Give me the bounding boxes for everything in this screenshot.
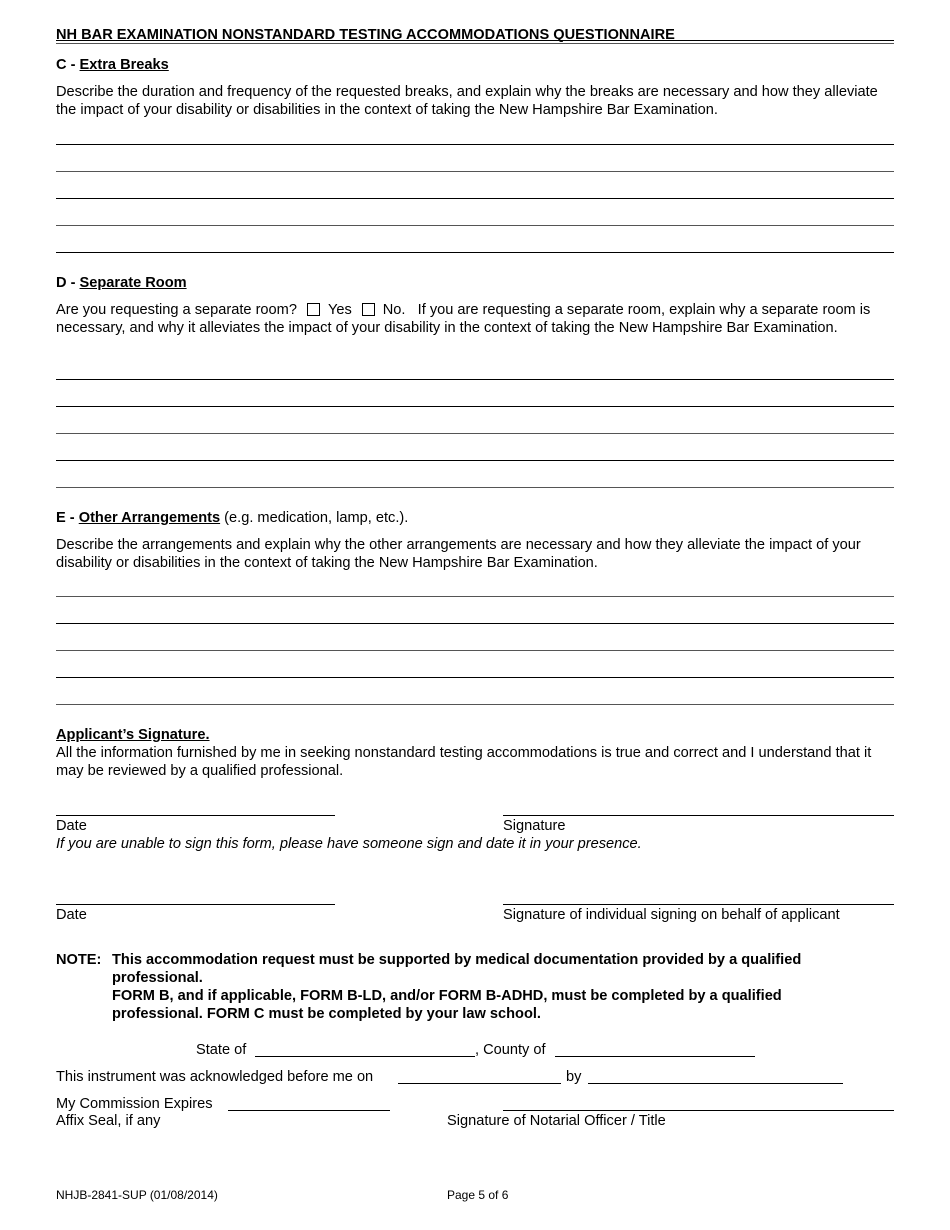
section-d-prefix: D -	[56, 275, 76, 291]
section-c-prefix: C -	[56, 57, 76, 73]
section-c-heading	[56, 56, 169, 74]
state-label: State of	[196, 1042, 247, 1058]
section-c-title: Extra Breaks	[79, 57, 169, 73]
section-d-title: Separate Room	[79, 275, 187, 291]
section-d-answer-line-5[interactable]	[56, 487, 894, 488]
behalf-signature-label: Signature of individual signing on behalf of applicant	[503, 907, 840, 923]
section-d-answer-line-4[interactable]	[56, 460, 894, 461]
separate-room-question: Are you requesting a separate room?	[56, 302, 297, 318]
unable-to-sign-note: If you are unable to sign this form, please have someone sign and date it in your presence.	[56, 836, 642, 852]
section-e-heading	[56, 509, 408, 527]
notary-signature-line[interactable]	[503, 1110, 894, 1111]
section-c-answer-line-5[interactable]	[56, 252, 894, 253]
no-label: No.	[382, 302, 406, 318]
section-e-answer-line-5[interactable]	[56, 704, 894, 705]
section-c-answer-line-3[interactable]	[56, 198, 894, 199]
acknowledged-date-field[interactable]	[398, 1083, 561, 1084]
note-line-2: FORM B, and if applicable, FORM B-LD, and/or FORM B-ADHD, must be completed by a qualified professional. FORM C must be completed by your law school.	[112, 988, 782, 1022]
section-c-answer-line-1[interactable]	[56, 144, 894, 145]
section-e-title: Other Arrangements	[78, 510, 221, 526]
yes-label: Yes	[327, 302, 352, 318]
note-line-1: This accommodation request must be supported by medical documentation provided by a qualified professional.	[112, 952, 802, 986]
page-title: NH BAR EXAMINATION NONSTANDARD TESTING ACCOMMODATIONS QUESTIONNAIRE	[56, 27, 675, 43]
section-e-instructions: Describe the arrangements and explain why the other arrangements are necessary and how they alleviate the impact of your disability or disabilities in the context of taking the New Hampshire Bar Examination.	[56, 537, 861, 571]
section-e-answer-line-2[interactable]	[56, 623, 894, 624]
commission-label: My Commission Expires	[56, 1096, 213, 1112]
title-rule-double	[56, 43, 894, 44]
section-c-instructions: Describe the duration and frequency of the requested breaks, and explain why the breaks are necessary and how they alleviate the impact of your disability or disabilities in the context of taking the New Hampshire Bar Examination.	[56, 84, 878, 118]
seal-label: Affix Seal, if any	[56, 1113, 161, 1129]
section-e-answer-line-1[interactable]	[56, 596, 894, 597]
note-label: NOTE:	[56, 952, 102, 968]
no-checkbox[interactable]	[362, 303, 375, 316]
section-e-answer-line-3[interactable]	[56, 650, 894, 651]
section-e-answer-line-4[interactable]	[56, 677, 894, 678]
signature-line[interactable]	[503, 815, 894, 816]
behalf-signature-line[interactable]	[503, 904, 894, 905]
signature-heading: Applicant’s Signature.	[56, 727, 210, 743]
yes-checkbox[interactable]	[307, 303, 320, 316]
notary-signature-label: Signature of Notarial Officer / Title	[447, 1113, 666, 1129]
date-line-2[interactable]	[56, 904, 335, 905]
section-e-prefix: E -	[56, 510, 75, 526]
title-rule	[56, 40, 894, 41]
form-id: NHJB-2841-SUP (01/08/2014)	[56, 1188, 218, 1202]
state-field[interactable]	[255, 1056, 475, 1057]
county-field[interactable]	[555, 1056, 755, 1057]
signature-statement: All the information furnished by me in seeking nonstandard testing accommodations is true and correct and I understand that it may be reviewed by a qualified professional.	[56, 745, 872, 779]
signature-label: Signature	[503, 818, 566, 834]
acknowledged-by-field[interactable]	[588, 1083, 843, 1084]
section-d-heading	[56, 274, 187, 292]
section-d-answer-line-2[interactable]	[56, 406, 894, 407]
section-e-title-suffix: (e.g. medication, lamp, etc.).	[224, 510, 409, 526]
county-label: , County of	[475, 1042, 546, 1058]
commission-expires-field[interactable]	[228, 1110, 390, 1111]
by-label: by	[566, 1069, 582, 1085]
section-d-answer-line-3[interactable]	[56, 433, 894, 434]
acknowledged-label: This instrument was acknowledged before me on	[56, 1069, 374, 1085]
section-d-instructions-block	[56, 301, 896, 337]
section-d-answer-line-1[interactable]	[56, 379, 894, 380]
section-c-answer-line-4[interactable]	[56, 225, 894, 226]
page-number: Page 5 of 6	[447, 1188, 509, 1202]
date-label-1: Date	[56, 818, 87, 834]
date-label-2: Date	[56, 907, 87, 923]
section-c-answer-line-2[interactable]	[56, 171, 894, 172]
date-line-1[interactable]	[56, 815, 335, 816]
section-d-instructions: If you are requesting a separate room, explain why a separate room is necessary, and why it alleviates the impact of your disability in the context of taking the New Hampshire Bar Examination.	[56, 302, 871, 336]
